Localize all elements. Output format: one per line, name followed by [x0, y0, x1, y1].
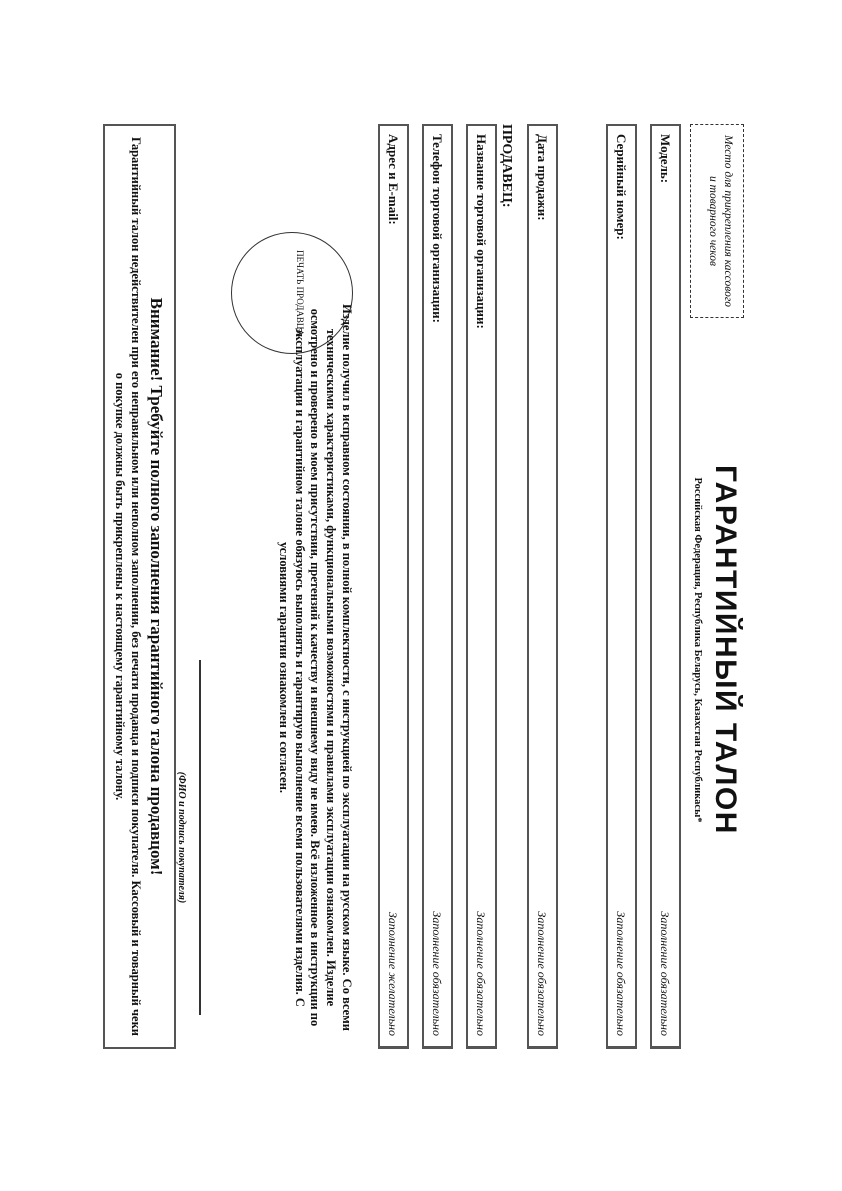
signature-line[interactable] [199, 660, 201, 1015]
document-title: ГАРАНТИЙНЫЙ ТАЛОН [709, 465, 742, 835]
field-store-name[interactable] [466, 124, 497, 1049]
field-label: Адрес и E-mail: [386, 134, 401, 225]
field-label: Модель: [658, 134, 673, 184]
stamp-label: ПЕЧАТЬ ПРОДАВЦА [295, 250, 305, 336]
field-hint: Заполнение обязательно [535, 911, 549, 1036]
field-hint: Заполнение обязательно [430, 911, 444, 1036]
field-hint: Заполнение обязательно [658, 911, 672, 1036]
field-address-email[interactable] [378, 124, 409, 1049]
seller-heading: ПРОДАВЕЦ: [499, 124, 514, 208]
field-hint: Заполнение обязательно [474, 911, 488, 1036]
signature-caption: (ФИО и подпись покупателя) [176, 771, 187, 904]
warning-text: Гарантийный талон недействителен при его неправильном или неполном заполнении, без печати продавца и подписи покупателя. Кассовый и товарный чеки о покупке должны быть прикреплены к настоящему гарантийному талону. [113, 137, 143, 1036]
receipt-note: Место для прикрепления кассового и товарного чеков [707, 134, 734, 308]
field-sale-date[interactable] [527, 124, 558, 1049]
document-subtitle: Российская Федерация, Республика Беларусь, Казахстан Республикасы* [692, 477, 703, 823]
field-store-phone[interactable] [422, 124, 453, 1049]
field-hint: Заполнение желательно [386, 911, 400, 1036]
field-label: Название торговой организации: [474, 134, 489, 329]
terms-statement: Изделие получил в исправном состоянии, в полной комплектности, с инструкцией по эксплуатации на русском языке. Со всеми техническими характеристиками, функциональными возможностями и правилами эксплуатации ознакомлен. Изделие осмотрено и проверено в моем присутствии, претензий к качеству и внешнему виду не имею. Всё изложенное в инструкции по эксплуатации и гарантийном талоне обязуюсь выполнять и гарантирую выполнение всеми пользователями изделия. С условиями гарантии ознакомлен и согласен. [276, 304, 354, 1031]
field-label: Телефон торговой организации: [430, 134, 445, 323]
field-label: Серийный номер: [614, 134, 629, 240]
field-model[interactable] [650, 124, 681, 1049]
field-serial-number[interactable] [606, 124, 637, 1049]
warning-box [103, 124, 176, 1049]
field-label: Дата продажи: [535, 134, 550, 221]
field-hint: Заполнение обязательно [614, 911, 628, 1036]
receipt-attachment-area [690, 124, 744, 318]
warning-title: Внимание! Требуйте полного заполнения гарантийного талона продавцом! [147, 297, 166, 876]
